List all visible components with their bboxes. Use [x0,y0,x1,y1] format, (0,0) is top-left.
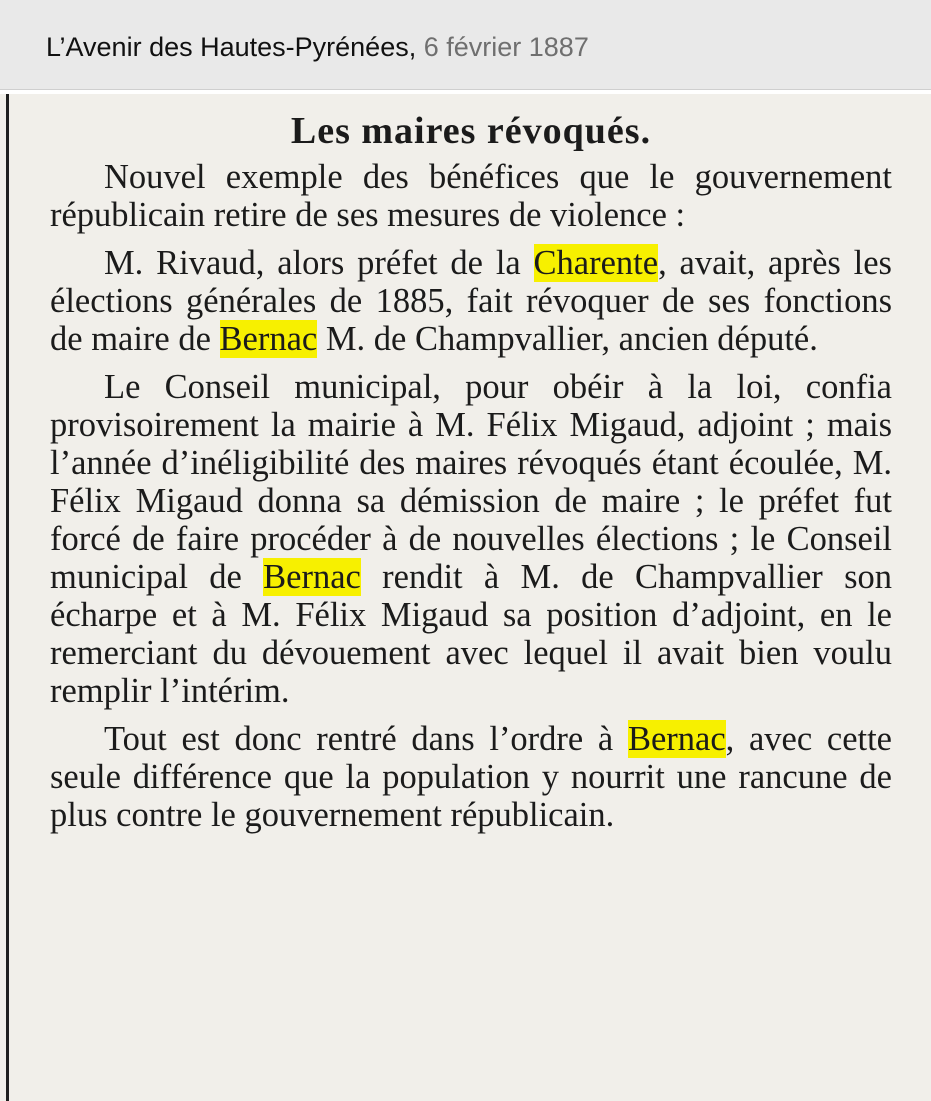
caption-text [46,30,589,64]
paragraph-3 [50,368,892,710]
article [50,108,892,844]
text-segment: rendit à M. de Champvallier son écharpe et à M. Félix Migaud sa position d’adjoint, en le remerciant du dévouement avec lequel il avait bien voulu remplir l’intérim. [50,558,893,710]
text-segment: Le Conseil municipal, pour obéir à la loi, confia provisoirement la mairie à M. Félix Migaud, adjoint ; mais l’année d’inéligibilité des maires révoqués étant écoulée, M. Félix Migaud donna sa démission de maire ; le préfet fut forcé de faire procéder à de nouvelles élections ; le Conseil municipal de [50,368,892,596]
paragraph-1: Nouvel exemple des bénéfices que le gouvernement républicain retire de ses mesures de violence : [50,158,892,234]
text-segment: M. Rivaud, alors préfet de la [104,244,534,282]
text-segment: , avec cette seule différence que la population y nourrit une rancune de plus contre le gouvernement républicain. [50,720,892,834]
caption-header [0,0,931,90]
highlighted-term: Bernac [219,320,318,358]
publication-date: 6 février 1887 [423,32,589,62]
newspaper-name: L’Avenir des Hautes-Pyrénées, [46,32,417,62]
column-rule [6,94,9,1101]
text-segment: Tout est donc rentré dans l’ordre à [104,720,628,758]
highlighted-term: Bernac [263,558,361,596]
newspaper-clipping [0,94,931,1101]
text-segment: M. de Champvallier, ancien député. [317,320,818,358]
article-title: Les maires révoqués. [290,110,652,152]
highlighted-term: Bernac [627,720,726,758]
paragraph-2 [50,244,892,358]
paragraph-4 [50,720,892,834]
highlighted-term: Charente [533,244,659,282]
text-segment: , avait, après les élections générales de 1885, fait révoquer de ses fonctions de maire de [50,244,892,358]
